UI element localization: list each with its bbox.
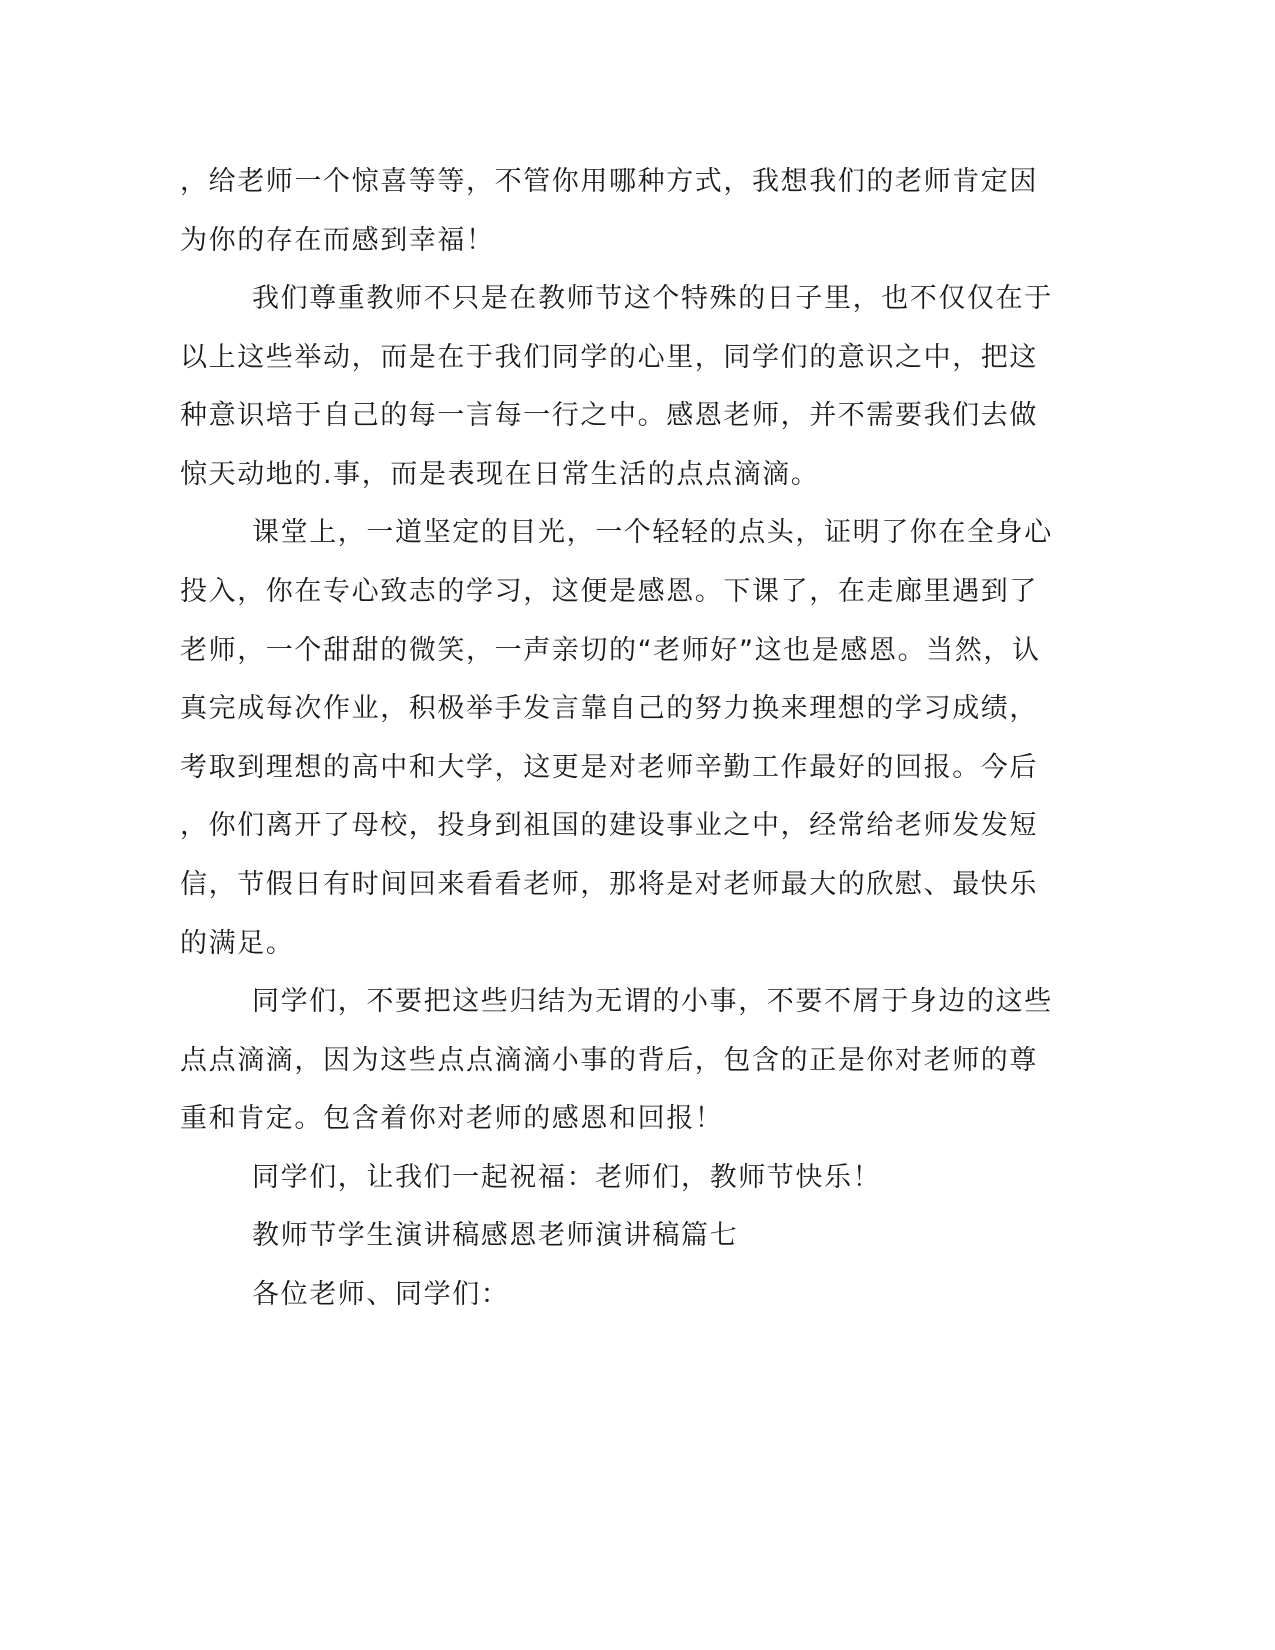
text-line: 同学们，不要把这些归结为无谓的小事，不要不屑于身边的这些 (252, 986, 1053, 1017)
text-line: 惊天动地的.事，而是表现在日常生活的点点滴滴。 (180, 459, 820, 490)
text-line: 为你的存在而感到幸福！ (180, 225, 495, 256)
text-line: 课堂上，一道坚定的目光，一个轻轻的点头，证明了你在全身心 (252, 517, 1053, 548)
text-line: 真完成每次作业，积极举手发言靠自己的努力换来理想的学习成绩， (180, 693, 1038, 724)
text-line: 点点滴滴，因为这些点点滴滴小事的背后，包含的正是你对老师的尊 (180, 1045, 1038, 1076)
text-line: 我们尊重教师不只是在教师节这个特殊的日子里，也不仅仅在于 (252, 283, 1053, 314)
text-line: ，给老师一个惊喜等等，不管你用哪种方式，我想我们的老师肯定因 (180, 166, 1038, 197)
text-line: 重和肯定。包含着你对老师的感恩和回报！ (180, 1103, 724, 1134)
text-line: 同学们，让我们一起祝福：老师们，教师节快乐！ (252, 1162, 882, 1193)
text-line: 投入，你在专心致志的学习，这便是感恩。下课了，在走廊里遇到了 (180, 576, 1038, 607)
text-line: ，你们离开了母校，投身到祖国的建设事业之中，经常给老师发发短 (180, 810, 1038, 841)
text-line: 考取到理想的高中和大学，这更是对老师辛勤工作最好的回报。今后 (180, 752, 1038, 783)
section-heading: 教师节学生演讲稿感恩老师演讲稿篇七 (252, 1220, 739, 1251)
text-line: 以上这些举动，而是在于我们同学的心里，同学们的意识之中，把这 (180, 342, 1038, 373)
text-line: 信，节假日有时间回来看看老师，那将是对老师最大的欣慰、最快乐 (180, 869, 1038, 900)
text-line: 老师，一个甜甜的微笑，一声亲切的“老师好”这也是感恩。当然，认 (180, 635, 1041, 666)
salutation: 各位老师、同学们： (252, 1279, 510, 1310)
text-line: 的满足。 (180, 928, 295, 959)
text-line: 种意识培于自己的每一言每一行之中。感恩老师，并不需要我们去做 (180, 400, 1038, 431)
